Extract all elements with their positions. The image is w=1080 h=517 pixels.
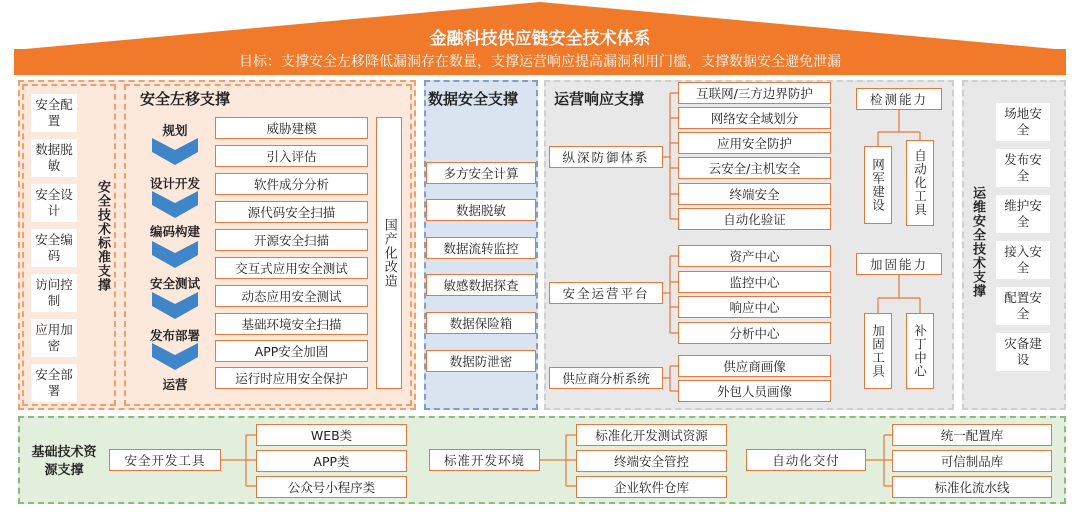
standard-item: 安全部署 bbox=[31, 364, 77, 402]
shift-left-heading: 安全左移支撑 bbox=[140, 90, 231, 108]
localization-box: 国产化改造 bbox=[376, 117, 402, 389]
defense-item: 互联网/三方边界防护 bbox=[678, 82, 831, 104]
base-group-label: 标准开发环境 bbox=[429, 449, 540, 471]
base-group-label: 自动化交付 bbox=[746, 449, 866, 471]
defense-item: 应用安全防护 bbox=[678, 132, 831, 154]
stage-label: 编码构建 bbox=[149, 224, 200, 239]
stage-label: 发布部署 bbox=[149, 328, 200, 343]
base-item: 企业软件仓库 bbox=[576, 476, 727, 498]
shift-left-item: 开源安全扫描 bbox=[215, 229, 368, 251]
shift-left-item: 源代码安全扫描 bbox=[215, 201, 368, 223]
platform-item: 监控中心 bbox=[678, 271, 831, 293]
shift-left-item: 引入评估 bbox=[215, 145, 368, 167]
detect-capability-label: 检测能力 bbox=[856, 88, 942, 110]
stage-label: 运营 bbox=[162, 377, 188, 392]
defense-item: 自动化验证 bbox=[678, 208, 831, 230]
goal-bar: 目标：支撑安全左移降低漏洞存在数量，支撑运营响应提高漏洞利用门槛，支撑数据安全避免泄漏 bbox=[14, 49, 1066, 75]
ops-support-item: 发布安全 bbox=[996, 149, 1050, 187]
shift-left-item: 交互式应用安全测试 bbox=[215, 257, 368, 279]
defense-item: 网络安全域划分 bbox=[678, 107, 831, 129]
shift-left-item: APP安全加固 bbox=[215, 340, 368, 362]
base-item: WEB类 bbox=[256, 424, 407, 446]
security-ops-platform-label: 安全运营平台 bbox=[549, 282, 663, 304]
standard-item: 应用加密 bbox=[31, 319, 77, 357]
base-item: 可信制品库 bbox=[892, 450, 1052, 472]
stage-label: 安全测试 bbox=[149, 276, 200, 291]
shift-left-item: 动态应用安全测试 bbox=[215, 285, 368, 307]
ops-support-item: 配置安全 bbox=[996, 287, 1050, 325]
automation-tool-box: 自动化工具 bbox=[906, 140, 934, 226]
stage-label: 设计开发 bbox=[149, 176, 200, 191]
ops-response-heading: 运营响应支撑 bbox=[554, 90, 645, 108]
data-security-item: 敏感数据探查 bbox=[426, 274, 536, 296]
base-item: 标准化流水线 bbox=[892, 476, 1052, 498]
data-security-item: 多方安全计算 bbox=[426, 162, 536, 184]
base-item: APP类 bbox=[256, 450, 407, 472]
base-item: 标准化开发测试资源 bbox=[576, 424, 727, 446]
defense-system-label: 纵深防御体系 bbox=[549, 146, 663, 168]
shift-left-item: 威胁建模 bbox=[215, 117, 368, 139]
data-security-item: 数据脱敏 bbox=[426, 199, 536, 221]
base-resources-label: 基础技术资源支撑 bbox=[31, 445, 97, 478]
shift-left-item: 运行时应用安全保护 bbox=[215, 367, 368, 389]
base-item: 统一配置库 bbox=[892, 424, 1052, 446]
data-security-item: 数据防泄密 bbox=[426, 350, 536, 372]
shift-left-item: 基础环境安全扫描 bbox=[215, 313, 368, 335]
data-security-item: 数据保险箱 bbox=[426, 312, 536, 334]
standard-item: 安全编码 bbox=[31, 229, 77, 267]
patch-center-box: 补丁中心 bbox=[906, 313, 934, 389]
data-security-item: 数据流转监控 bbox=[426, 237, 536, 259]
platform-item: 分析中心 bbox=[678, 322, 831, 344]
defense-item: 云安全/主机安全 bbox=[678, 157, 831, 179]
base-item: 终端安全管控 bbox=[576, 450, 727, 472]
platform-item: 响应中心 bbox=[678, 296, 831, 318]
supplier-item: 外包人员画像 bbox=[678, 380, 831, 402]
supplier-item: 供应商画像 bbox=[678, 355, 831, 377]
base-group-label: 安全开发工具 bbox=[109, 449, 221, 471]
base-item: 公众号小程序类 bbox=[256, 476, 407, 498]
page-title: 金融科技供应链安全技术体系 bbox=[429, 29, 651, 49]
supplier-analysis-label: 供应商分析系统 bbox=[549, 367, 663, 389]
data-security-heading: 数据安全支撑 bbox=[428, 90, 519, 108]
standards-label: 安全技术标准支撑 bbox=[95, 180, 110, 292]
standard-item: 数据脱敏 bbox=[31, 139, 77, 177]
shift-left-item: 软件成分分析 bbox=[215, 173, 368, 195]
defense-item: 终端安全 bbox=[678, 183, 831, 205]
platform-item: 资产中心 bbox=[678, 245, 831, 267]
stage-label: 规划 bbox=[162, 123, 188, 138]
harden-capability-label: 加固能力 bbox=[856, 253, 942, 275]
standard-item: 安全配置 bbox=[31, 94, 77, 132]
ops-support-item: 场地安全 bbox=[996, 103, 1050, 141]
ops-support-item: 接入安全 bbox=[996, 241, 1050, 279]
ops-support-item: 灾备建设 bbox=[996, 333, 1050, 371]
cyber-team-box: 网军建设 bbox=[864, 146, 892, 224]
ops-support-label: 运维安全技术支撑 bbox=[970, 186, 985, 298]
harden-tool-box: 加固工具 bbox=[864, 313, 892, 389]
standard-item: 访问控制 bbox=[31, 274, 77, 312]
ops-support-item: 维护安全 bbox=[996, 195, 1050, 233]
standard-item: 安全设计 bbox=[31, 184, 77, 222]
